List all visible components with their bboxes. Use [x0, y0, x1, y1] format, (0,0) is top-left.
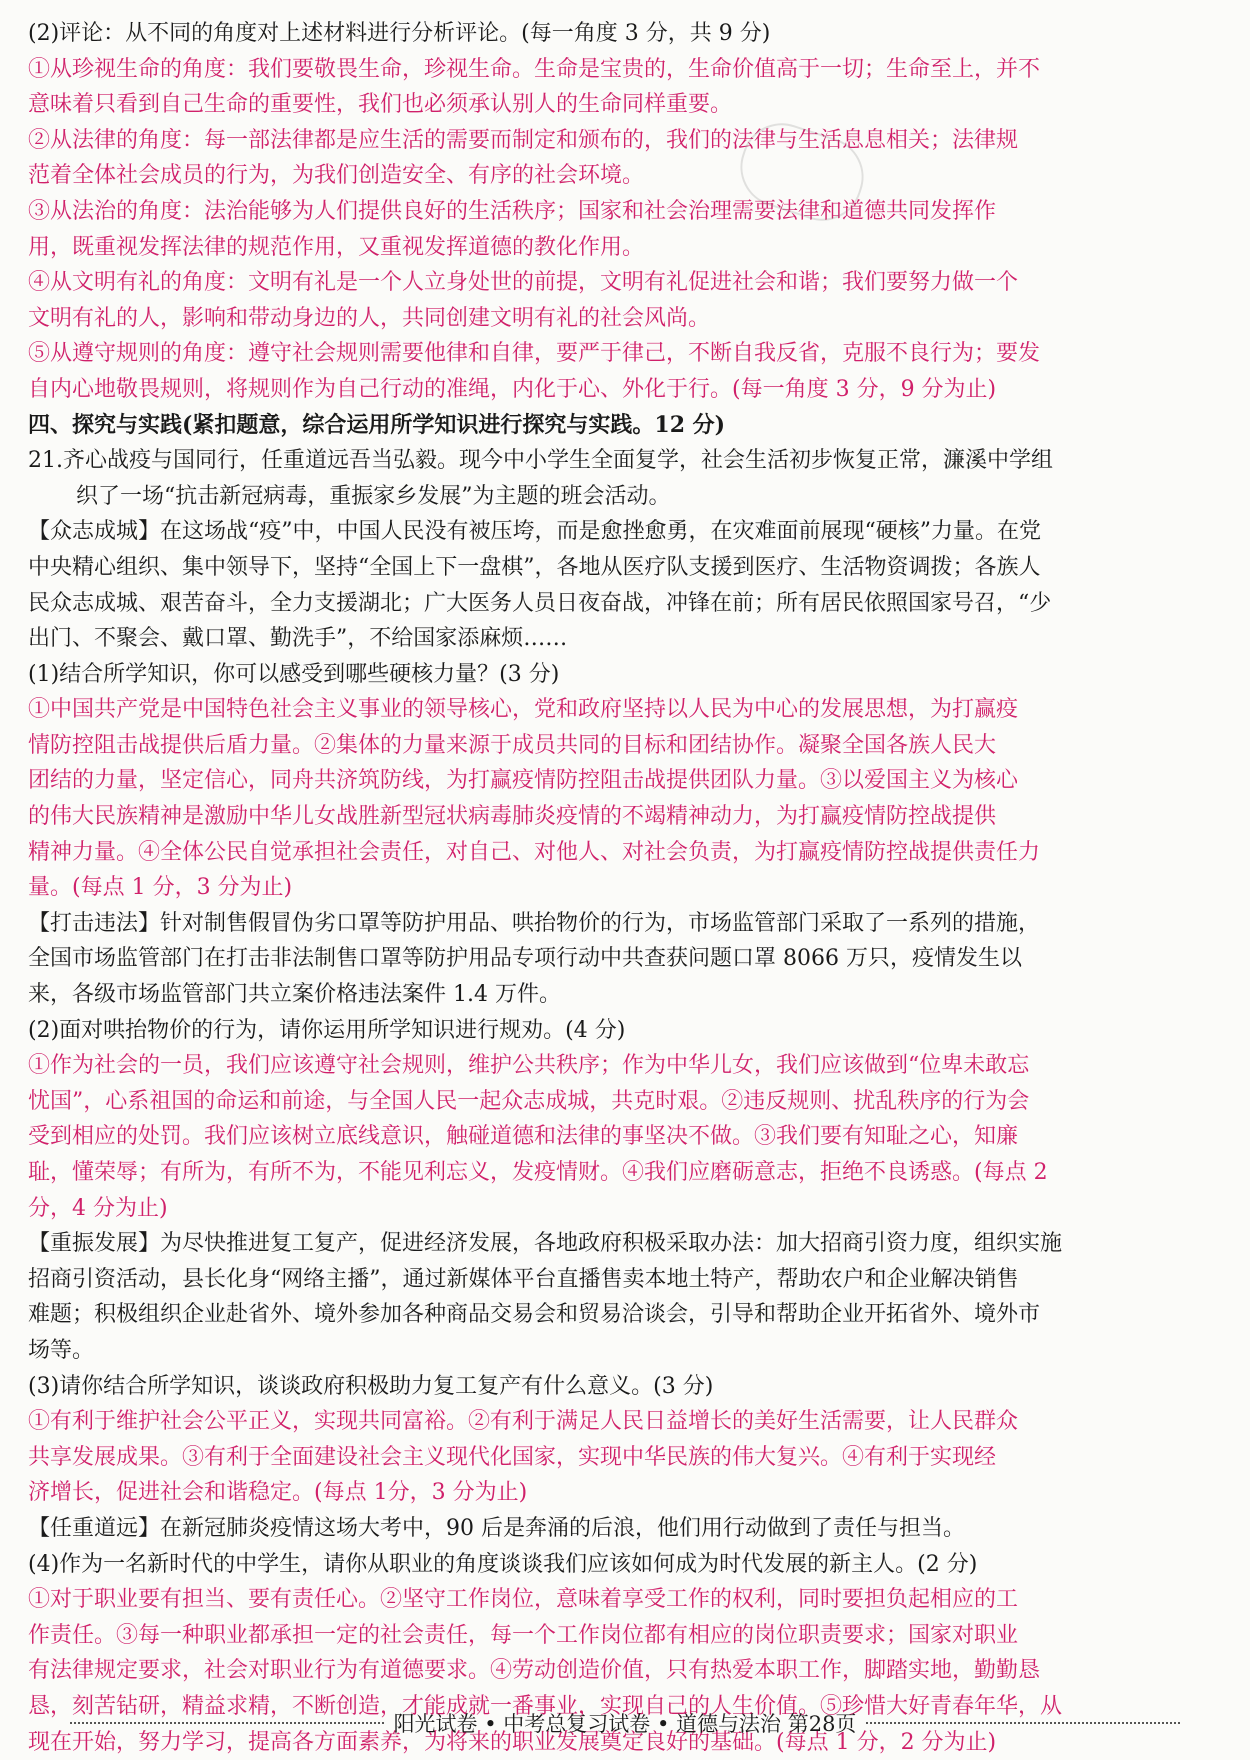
- answer-line: ⑤从遵守规则的角度：遵守社会规则需要他律和自律，要严于律己，不断自我反省，克服不良行为；要发: [28, 336, 1224, 372]
- answer-line: 意味着只看到自己生命的重要性，我们也必须承认别人的生命同样重要。: [28, 87, 1224, 123]
- material-line: 场等。: [28, 1333, 1224, 1369]
- q21-intro-line: 21.齐心战疫与国同行，任重道远吾当弘毅。现今中小学生全面复学，社会生活初步恢复正常，濂溪中学组: [28, 443, 1224, 479]
- material-line: 难题；积极组织企业赴省外、境外参加各种商品交易会和贸易洽谈会，引导和帮助企业开拓省外、境外市: [28, 1297, 1224, 1333]
- question-prompt: (2)面对哄抬物价的行为，请你运用所学知识进行规劝。(4 分): [28, 1013, 1224, 1049]
- q20-2-answer: [28, 52, 1224, 408]
- answer-line: ①有利于维护社会公平正义，实现共同富裕。②有利于满足人民日益增长的美好生活需要，让人民群众: [28, 1404, 1224, 1440]
- answer-line: ④从文明有礼的角度：文明有礼是一个人立身处世的前提，文明有礼促进社会和谐；我们要努力做一个: [28, 265, 1224, 301]
- material-line: 出门、不聚会、戴口罩、勤洗手”，不给国家添麻烦……: [28, 621, 1224, 657]
- material-line: 全国市场监管部门在打击非法制售口罩等防护用品专项行动中共查获问题口罩 8066 万只，疫情发生以: [28, 941, 1224, 977]
- answer-line: ①对于职业要有担当、要有责任心。②坚守工作岗位，意味着享受工作的权利，同时要担负起相应的工: [28, 1582, 1224, 1618]
- footer-divider-left: [70, 1722, 384, 1724]
- answer-line: 的伟大民族精神是激励中华儿女战胜新型冠状病毒肺炎疫情的不竭精神动力，为打赢疫情防控战提供: [28, 799, 1224, 835]
- q21-intro-line: 织了一场“抗击新冠病毒，重振家乡发展”为主题的班会活动。: [28, 479, 1224, 515]
- material-line: 【众志成城】在这场战“疫”中，中国人民没有被压垮，而是愈挫愈勇，在灾难面前展现“硬核”力量。在党: [28, 514, 1224, 550]
- answer-line: 忧国”，心系祖国的命运和前途，与全国人民一起众志成城，共克时艰。②违反规则、扰乱秩序的行为会: [28, 1084, 1224, 1120]
- material-line: 【重振发展】为尽快推进复工复产，促进经济发展，各地政府积极采取办法：加大招商引资力度，组织实施: [28, 1226, 1224, 1262]
- question-prompt: (3)请你结合所学知识，谈谈政府积极助力复工复产有什么意义。(3 分): [28, 1369, 1224, 1405]
- section-title: 四、探究与实践(紧扣题意，综合运用所学知识进行探究与实践。12 分): [28, 408, 1224, 444]
- answer-line: ③从法治的角度：法治能够为人们提供良好的生活秩序；国家和社会治理需要法律和道德共同发挥作: [28, 194, 1224, 230]
- answer-line: 范着全体社会成员的行为，为我们创造安全、有序的社会环境。: [28, 158, 1224, 194]
- answer-line: 分，4 分为止): [28, 1191, 1224, 1227]
- answer-line: 自内心地敬畏规则，将规则作为自己行动的准绳，内化于心、外化于行。(每一角度 3 分，9 分为止): [28, 372, 1224, 408]
- material-line: 来，各级市场监管部门共立案价格违法案件 1.4 万件。: [28, 977, 1224, 1013]
- document-page: [28, 16, 1224, 1760]
- answer-line: 恳，刻苦钻研，精益求精，不断创造，才能成就一番事业，实现自己的人生价值。⑤珍惜大好青春年华，从: [28, 1689, 1224, 1725]
- answer-line: 精神力量。④全体公民自觉承担社会责任，对自己、对他人、对社会负责，为打赢疫情防控战提供责任力: [28, 835, 1224, 871]
- material-line: 中央精心组织、集中领导下，坚持“全国上下一盘棋”，各地从医疗队支援到医疗、生活物资调拨；各族人: [28, 550, 1224, 586]
- material-line: 【任重道远】在新冠肺炎疫情这场大考中，90 后是奔涌的后浪，他们用行动做到了责任与担当。: [28, 1511, 1224, 1547]
- answer-line: 现在开始，努力学习，提高各方面素养，为将来的职业发展奠定良好的基础。(每点 1 分，2 分为止): [28, 1725, 1224, 1760]
- material-line: 【打击违法】针对制售假冒伪劣口罩等防护用品、哄抬物价的行为，市场监管部门采取了一系列的措施，: [28, 906, 1224, 942]
- material-line: 民众志成城、艰苦奋斗，全力支援湖北；广大医务人员日夜奋战，冲锋在前；所有居民依照国家号召，“少: [28, 586, 1224, 622]
- answer-line: 量。(每点 1 分，3 分为止): [28, 870, 1224, 906]
- footer-text: 阳光试卷 • 中考总复习试卷 • 道德与法治 第28页: [394, 1708, 857, 1738]
- answer-line: 济增长，促进社会和谐稳定。(每点 1分，3 分为止): [28, 1475, 1224, 1511]
- answer-line: 耻，懂荣辱；有所为，有所不为，不能见利忘义，发疫情财。④我们应磨砺意志，拒绝不良诱惑。(每点 2: [28, 1155, 1224, 1191]
- material-line: 招商引资活动，县长化身“网络主播”，通过新媒体平台直播售卖本地土特产，帮助农户和企业解决销售: [28, 1262, 1224, 1298]
- answer-line: 文明有礼的人，影响和带动身边的人，共同创建文明有礼的社会风尚。: [28, 301, 1224, 337]
- answer-line: 团结的力量，坚定信心，同舟共济筑防线，为打赢疫情防控阻击战提供团队力量。③以爱国主义为核心: [28, 763, 1224, 799]
- answer-line: 用，既重视发挥法律的规范作用，又重视发挥道德的教化作用。: [28, 230, 1224, 266]
- answer-line: ①作为社会的一员，我们应该遵守社会规则，维护公共秩序；作为中华儿女，我们应该做到“位卑未敢忘: [28, 1048, 1224, 1084]
- answer-line: 作责任。③每一种职业都承担一定的社会责任，每一个工作岗位都有相应的岗位职责要求；国家对职业: [28, 1618, 1224, 1654]
- answer-line: 情防控阻击战提供后盾力量。②集体的力量来源于成员共同的目标和团结协作。凝聚全国各族人民大: [28, 728, 1224, 764]
- answer-line: ①从珍视生命的角度：我们要敬畏生命，珍视生命。生命是宝贵的，生命价值高于一切；生命至上，并不: [28, 52, 1224, 88]
- question-prompt: (1)结合所学知识，你可以感受到哪些硬核力量？(3 分): [28, 657, 1224, 693]
- footer-divider-right: [866, 1722, 1180, 1724]
- answer-line: ②从法律的角度：每一部法律都是应生活的需要而制定和颁布的，我们的法律与生活息息相关；法律规: [28, 123, 1224, 159]
- answer-line: 共享发展成果。③有利于全面建设社会主义现代化国家，实现中华民族的伟大复兴。④有利于实现经: [28, 1440, 1224, 1476]
- answer-line: ①中国共产党是中国特色社会主义事业的领导核心，党和政府坚持以人民为中心的发展思想，为打赢疫: [28, 692, 1224, 728]
- answer-line: 受到相应的处罚。我们应该树立底线意识，触碰道德和法律的事坚决不做。③我们要有知耻之心，知廉: [28, 1119, 1224, 1155]
- page-footer: [60, 1708, 1190, 1738]
- question-prompt: (4)作为一名新时代的中学生，请你从职业的角度谈谈我们应该如何成为时代发展的新主人。(2 分): [28, 1547, 1224, 1583]
- q20-2-prompt: (2)评论：从不同的角度对上述材料进行分析评论。(每一角度 3 分，共 9 分): [28, 16, 1224, 52]
- answer-line: 有法律规定要求，社会对职业行为有道德要求。④劳动创造价值，只有热爱本职工作，脚踏实地，勤勤恳: [28, 1653, 1224, 1689]
